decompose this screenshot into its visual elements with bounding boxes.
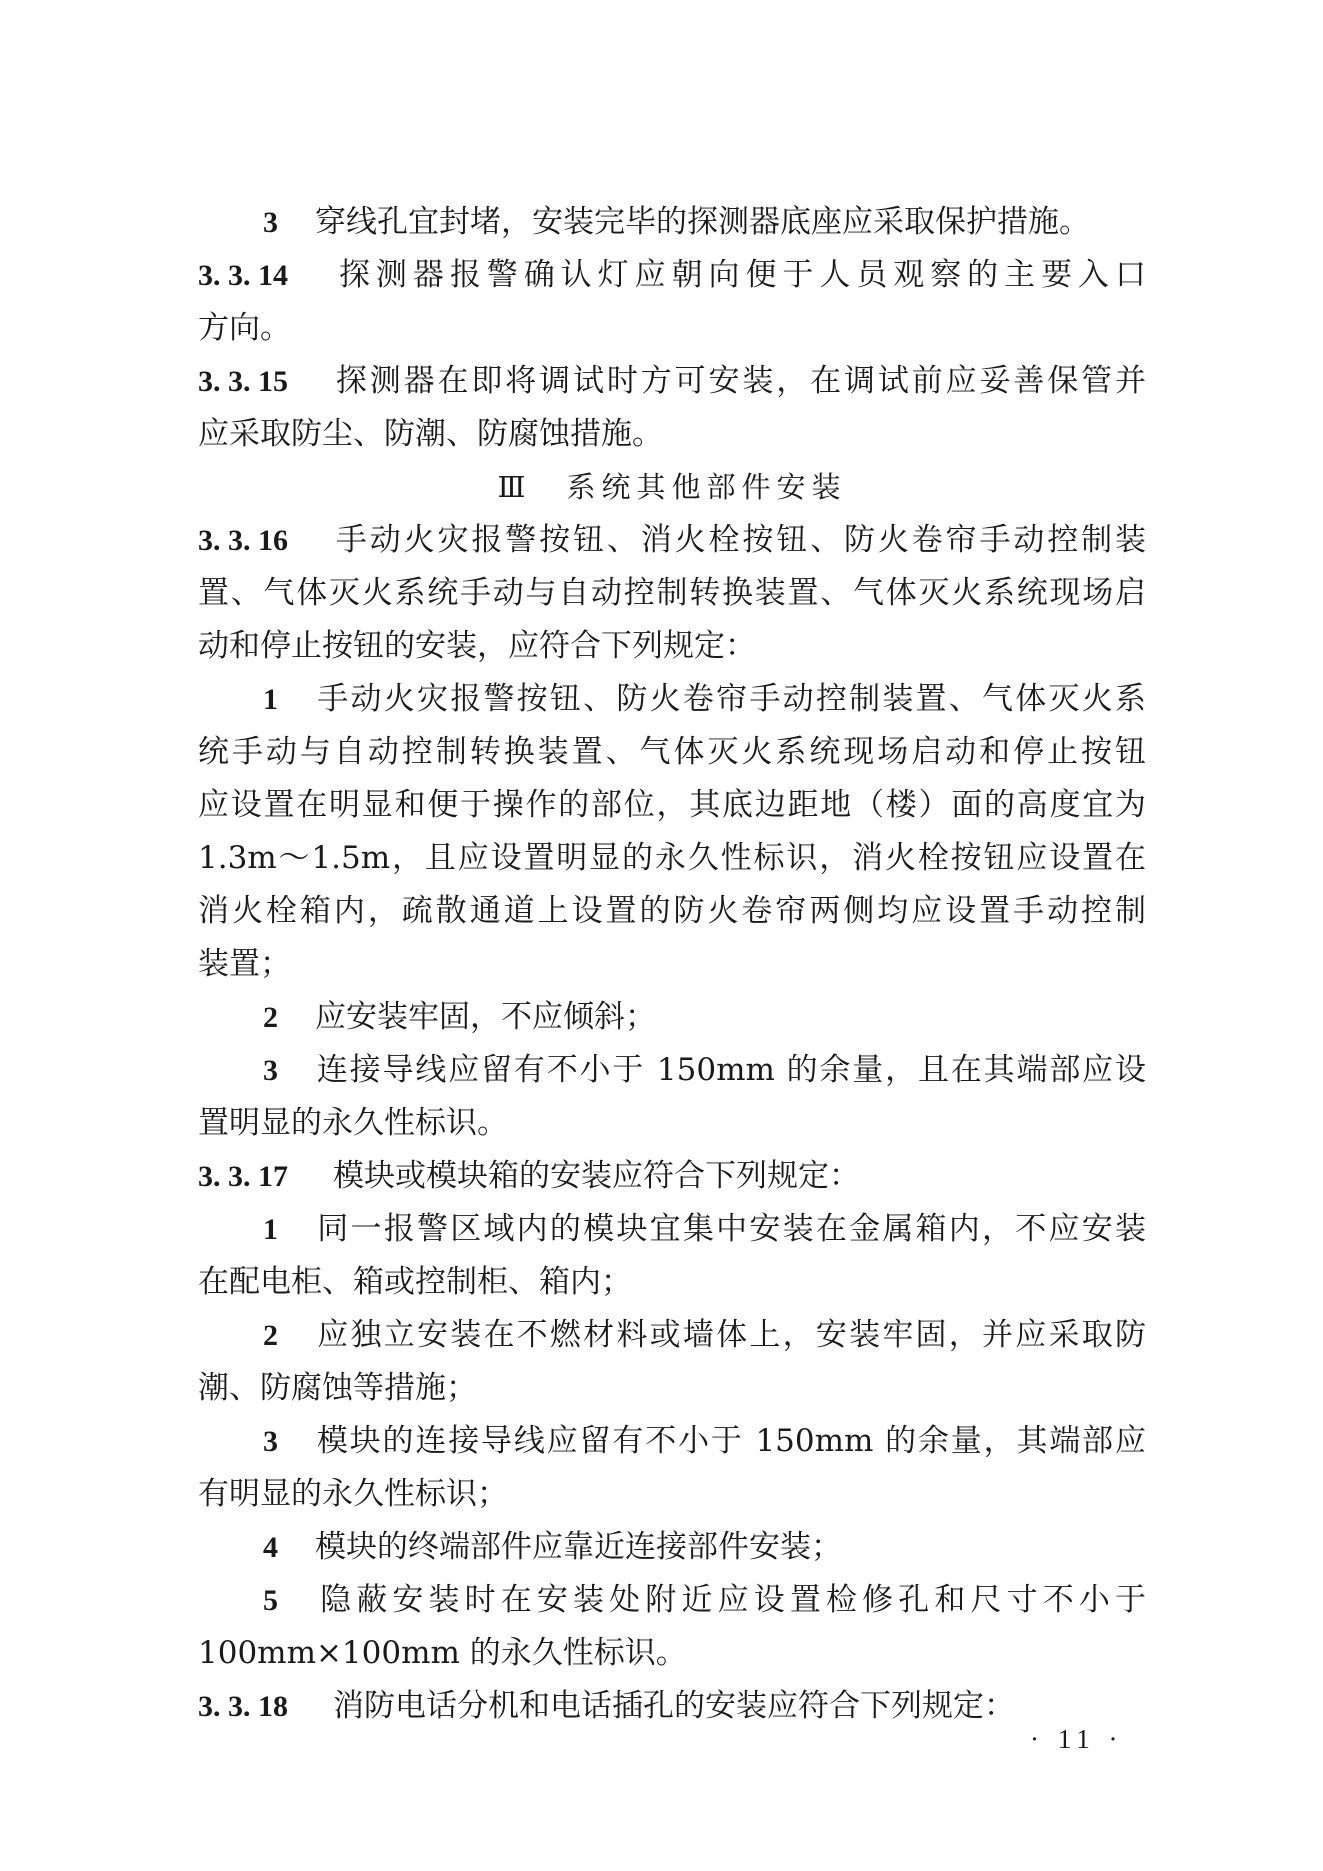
continuation-line <box>198 408 1146 461</box>
line-text: 模块或模块箱的安装应符合下列规定： <box>333 1158 860 1194</box>
list-item-line <box>198 1574 1146 1627</box>
clause-line <box>198 1680 1146 1733</box>
item-number: 2 <box>263 1319 278 1352</box>
clause-line <box>198 355 1146 408</box>
list-item-line <box>198 1044 1146 1097</box>
clause-line <box>198 249 1146 302</box>
continuation-line <box>198 1468 1146 1521</box>
line-text: 方向。 <box>198 310 291 346</box>
continuation-line <box>198 1097 1146 1150</box>
item-number: 1 <box>263 683 278 716</box>
item-number: 1 <box>263 1213 278 1246</box>
list-item-line <box>198 1415 1146 1468</box>
line-text: 模块的终端部件应靠近连接部件安装； <box>315 1529 842 1565</box>
continuation-line <box>198 567 1146 620</box>
line-text: 隐蔽安装时在安装处附近应设置检修孔和尺寸不小于 <box>315 1582 1146 1618</box>
line-text: 在配电柜、箱或控制柜、箱内； <box>198 1264 632 1300</box>
continuation-line <box>198 938 1146 991</box>
page-number: · 11 · <box>1030 1724 1124 1754</box>
continuation-line <box>198 620 1146 673</box>
item-number: 5 <box>263 1584 278 1617</box>
list-item-line <box>198 196 1146 249</box>
continuation-line <box>198 726 1146 779</box>
clause-number: 3. 3. 15 <box>198 365 288 398</box>
item-number: 2 <box>263 1001 278 1034</box>
line-text: 穿线孔宜封堵，安装完毕的探测器底座应采取保护措施。 <box>315 204 1090 240</box>
clause-number: 3. 3. 14 <box>198 259 288 292</box>
line-text: 同一报警区域内的模块宜集中安装在金属箱内，不应安装 <box>315 1211 1146 1247</box>
clause-number: 3. 3. 18 <box>198 1690 288 1723</box>
list-item-line <box>198 991 1146 1044</box>
line-text: 探测器报警确认灯应朝向便于人员观察的主要入口 <box>333 257 1146 293</box>
list-item-line <box>198 1203 1146 1256</box>
list-item-line <box>198 1309 1146 1362</box>
line-text: 统手动与自动控制转换装置、气体灭火系统现场启动和停止按钮 <box>198 734 1146 770</box>
continuation-line <box>198 832 1146 885</box>
clause-line <box>198 514 1146 567</box>
line-text: 模块的连接导线应留有不小于 150mm 的余量，其端部应 <box>315 1423 1146 1459</box>
line-text: 应设置在明显和便于操作的部位，其底边距地（楼）面的高度宜为 <box>198 787 1146 823</box>
continuation-line <box>198 1627 1146 1680</box>
item-number: 3 <box>263 206 278 239</box>
continuation-line <box>198 885 1146 938</box>
continuation-line <box>198 779 1146 832</box>
line-text: 100mm×100mm 的永久性标识。 <box>198 1635 687 1671</box>
continuation-line <box>198 302 1146 355</box>
item-number: 3 <box>263 1054 278 1087</box>
line-text: 应采取防尘、防潮、防腐蚀措施。 <box>198 416 663 452</box>
list-item-line <box>198 1521 1146 1574</box>
item-number: 3 <box>263 1425 278 1458</box>
line-text: 有明显的永久性标识； <box>198 1476 508 1512</box>
line-text: 连接导线应留有不小于 150mm 的余量，且在其端部应设 <box>315 1052 1146 1088</box>
line-text: 装置； <box>198 946 291 982</box>
clause-line <box>198 1150 1146 1203</box>
line-text: 探测器在即将调试时方可安装，在调试前应妥善保管并 <box>333 363 1146 399</box>
clause-number: 3. 3. 17 <box>198 1160 288 1193</box>
line-text: 消防电话分机和电话插孔的安装应符合下列规定： <box>333 1688 1015 1724</box>
section-heading: Ⅲ 系统其他部件安装 <box>497 470 847 504</box>
line-text: 置、气体灭火系统手动与自动控制转换装置、气体灭火系统现场启 <box>198 575 1146 611</box>
line-text: 应独立安装在不燃材料或墙体上，安装牢固，并应采取防 <box>315 1317 1146 1353</box>
line-text: 置明显的永久性标识。 <box>198 1105 508 1141</box>
line-text: 消火栓箱内，疏散通道上设置的防火卷帘两侧均应设置手动控制 <box>198 893 1146 929</box>
list-item-line <box>198 673 1146 726</box>
continuation-line <box>198 1362 1146 1415</box>
item-number: 4 <box>263 1531 278 1564</box>
line-text: 手动火灾报警按钮、消火栓按钮、防火卷帘手动控制装 <box>333 522 1146 558</box>
line-text: 应安装牢固，不应倾斜； <box>315 999 656 1035</box>
clause-number: 3. 3. 16 <box>198 524 288 557</box>
document-body <box>198 196 1146 1733</box>
line-text: 动和停止按钮的安装，应符合下列规定： <box>198 628 756 664</box>
line-text: 手动火灾报警按钮、防火卷帘手动控制装置、气体灭火系 <box>315 681 1146 717</box>
line-text: 潮、防腐蚀等措施； <box>198 1370 477 1406</box>
continuation-line <box>198 1256 1146 1309</box>
line-text: 1.3m～1.5m，且应设置明显的永久性标识，消火栓按钮应设置在 <box>198 840 1146 876</box>
